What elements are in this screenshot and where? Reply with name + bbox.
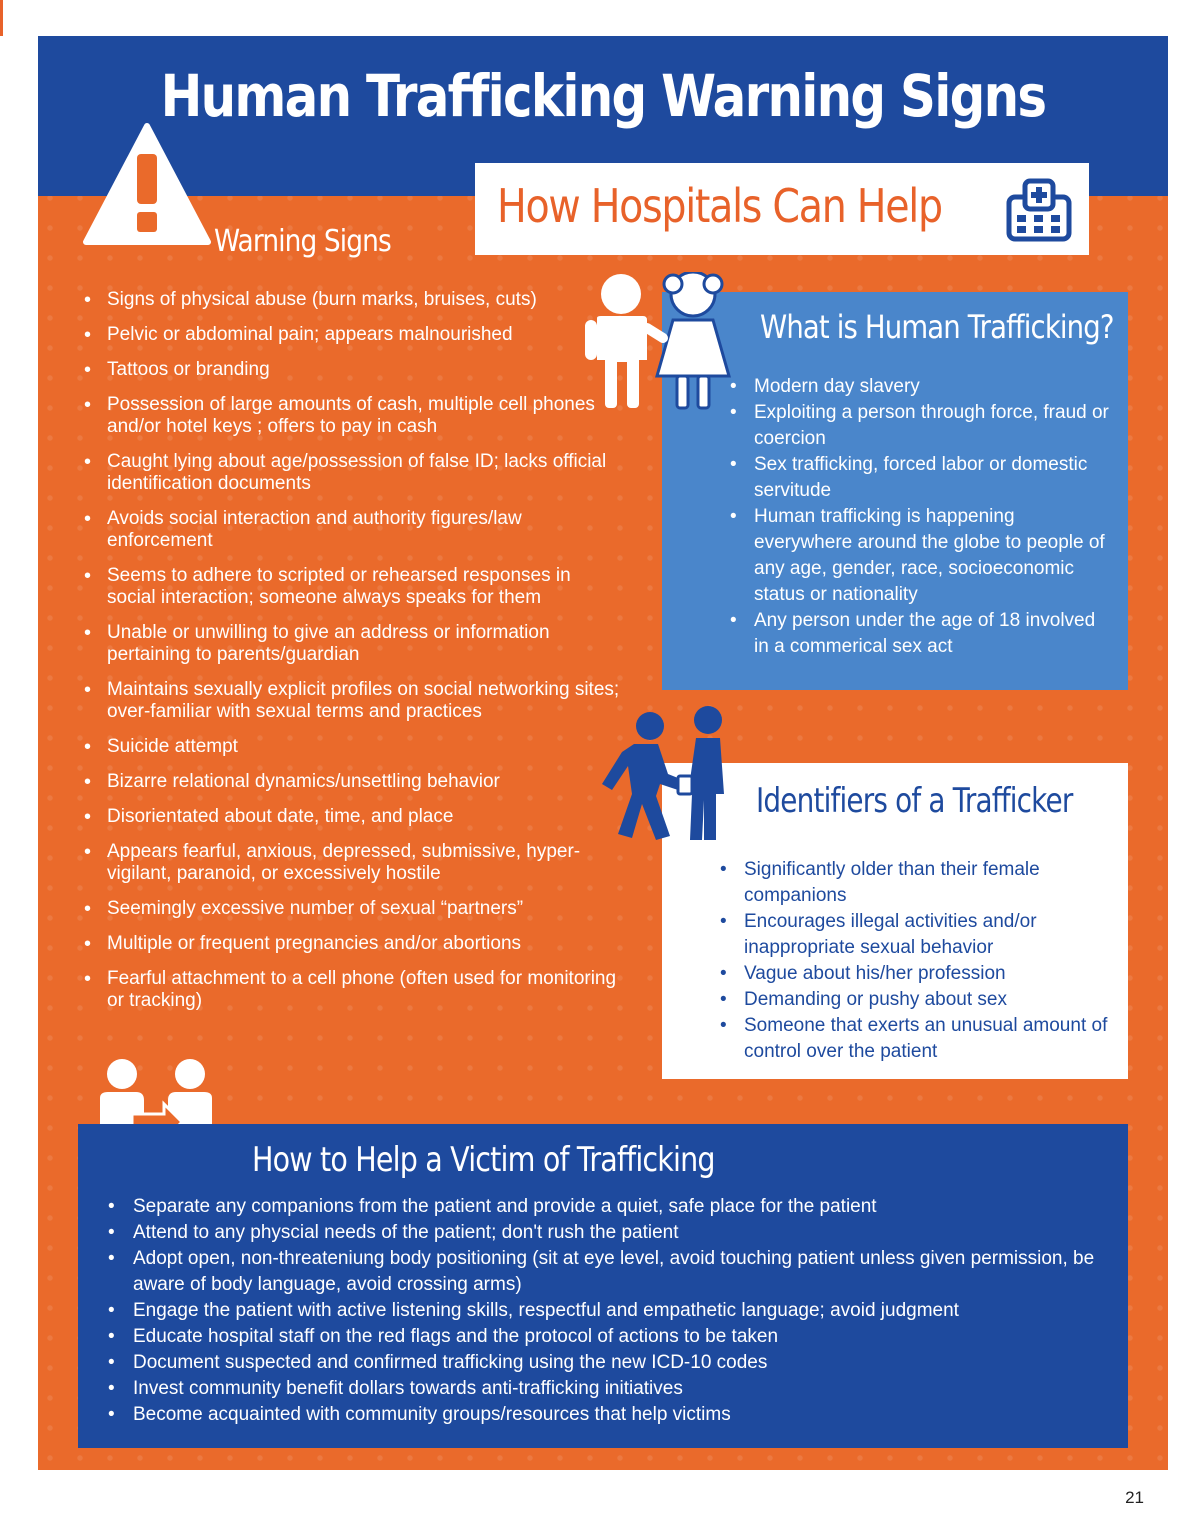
trafficker-identifiers-list [720, 857, 1110, 1065]
warning-triangle-icon [82, 120, 212, 250]
list-item: • Encourages illegal activities and/or inappropriate sexual behavior [720, 909, 1110, 961]
list-item: • Become acquainted with community groups/resources that help victims [106, 1402, 1106, 1428]
list-item: • Educate hospital staff on the red flags and the protocol of actions to be taken [106, 1324, 1106, 1350]
list-item: • Invest community benefit dollars towards anti-trafficking initiatives [106, 1376, 1106, 1402]
what-is-trafficking-heading: What is Human Trafficking? [760, 308, 1114, 346]
what-is-trafficking-box [662, 292, 1128, 690]
warning-signs-list [82, 289, 622, 1025]
hospital-building-icon [1005, 175, 1073, 243]
list-item: • Multiple or frequent pregnancies and/or abortions [82, 933, 622, 955]
list-item: • Avoids social interaction and authority figures/law enforcement [82, 508, 622, 552]
list-item: • Significantly older than their female companions [720, 857, 1110, 909]
list-item: • Unable or unwilling to give an address or information pertaining to parents/guardian [82, 622, 622, 666]
hospitals-help-title: How Hospitals Can Help [497, 179, 942, 233]
list-item: • Suicide attempt [82, 736, 622, 758]
list-item: • Possession of large amounts of cash, multiple cell phones and/or hotel keys ; offers to pay in cash [82, 394, 622, 438]
list-item: • Demanding or pushy about sex [720, 987, 1110, 1013]
list-item: • Document suspected and confirmed trafficking using the new ICD-10 codes [106, 1350, 1106, 1376]
list-item: • Disorientated about date, time, and place [82, 806, 622, 828]
list-item: • Separate any companions from the patient and provide a quiet, safe place for the patient [106, 1194, 1106, 1220]
list-item: • Pelvic or abdominal pain; appears malnourished [82, 324, 622, 346]
list-item: • Signs of physical abuse (burn marks, bruises, cuts) [82, 289, 622, 311]
page-corner-mark [0, 0, 3, 36]
list-item: • Any person under the age of 18 involved in a commerical sex act [730, 608, 1110, 660]
warning-signs-heading: Warning Signs [214, 224, 391, 259]
hospitals-help-banner [475, 163, 1089, 255]
list-item: • Fearful attachment to a cell phone (often used for monitoring or tracking) [82, 968, 622, 1012]
how-to-help-victim-box [78, 1124, 1128, 1448]
list-item: • Modern day slavery [730, 374, 1110, 400]
page-title: Human Trafficking Warning Signs [160, 62, 1046, 130]
pushing-person-icon [598, 704, 748, 842]
list-item: • Tattoos or branding [82, 359, 622, 381]
infographic-poster [38, 36, 1168, 1470]
how-to-help-victim-list [106, 1194, 1106, 1428]
page-number: 21 [1125, 1488, 1144, 1507]
list-item: • Exploiting a person through force, fraud or coercion [730, 400, 1110, 452]
what-is-trafficking-list [730, 374, 1110, 660]
list-item: • Sex trafficking, forced labor or domestic servitude [730, 452, 1110, 504]
children-icon [581, 272, 731, 414]
list-item: • Seemingly excessive number of sexual “partners” [82, 898, 622, 920]
list-item: • Engage the patient with active listening skills, respectful and empathetic language; avoid judgment [106, 1298, 1106, 1324]
list-item: • Bizarre relational dynamics/unsettling behavior [82, 771, 622, 793]
trafficker-identifiers-heading: Identifiers of a Trafficker [756, 781, 1073, 821]
list-item: • Attend to any physcial needs of the patient; don't rush the patient [106, 1220, 1106, 1246]
list-item: • Seems to adhere to scripted or rehearsed responses in social interaction; someone always speaks for them [82, 565, 622, 609]
list-item: • Vague about his/her profession [720, 961, 1110, 987]
list-item: • Someone that exerts an unusual amount of control over the patient [720, 1013, 1110, 1065]
list-item: • Appears fearful, anxious, depressed, submissive, hyper-vigilant, paranoid, or excessively hostile [82, 841, 622, 885]
list-item: • Human trafficking is happening everywhere around the globe to people of any age, gender, race, socioeconomic status or nationality [730, 504, 1110, 608]
list-item: • Caught lying about age/possession of false ID; lacks official identification documents [82, 451, 622, 495]
list-item: • Adopt open, non-threateniung body positioning (sit at eye level, avoid touching patient unless given permission, be aware of body language, avoid crossing arms) [106, 1246, 1106, 1298]
how-to-help-victim-heading: How to Help a Victim of Trafficking [252, 1140, 715, 1180]
list-item: • Maintains sexually explicit profiles on social networking sites; over-familiar with sexual terms and practices [82, 679, 622, 723]
